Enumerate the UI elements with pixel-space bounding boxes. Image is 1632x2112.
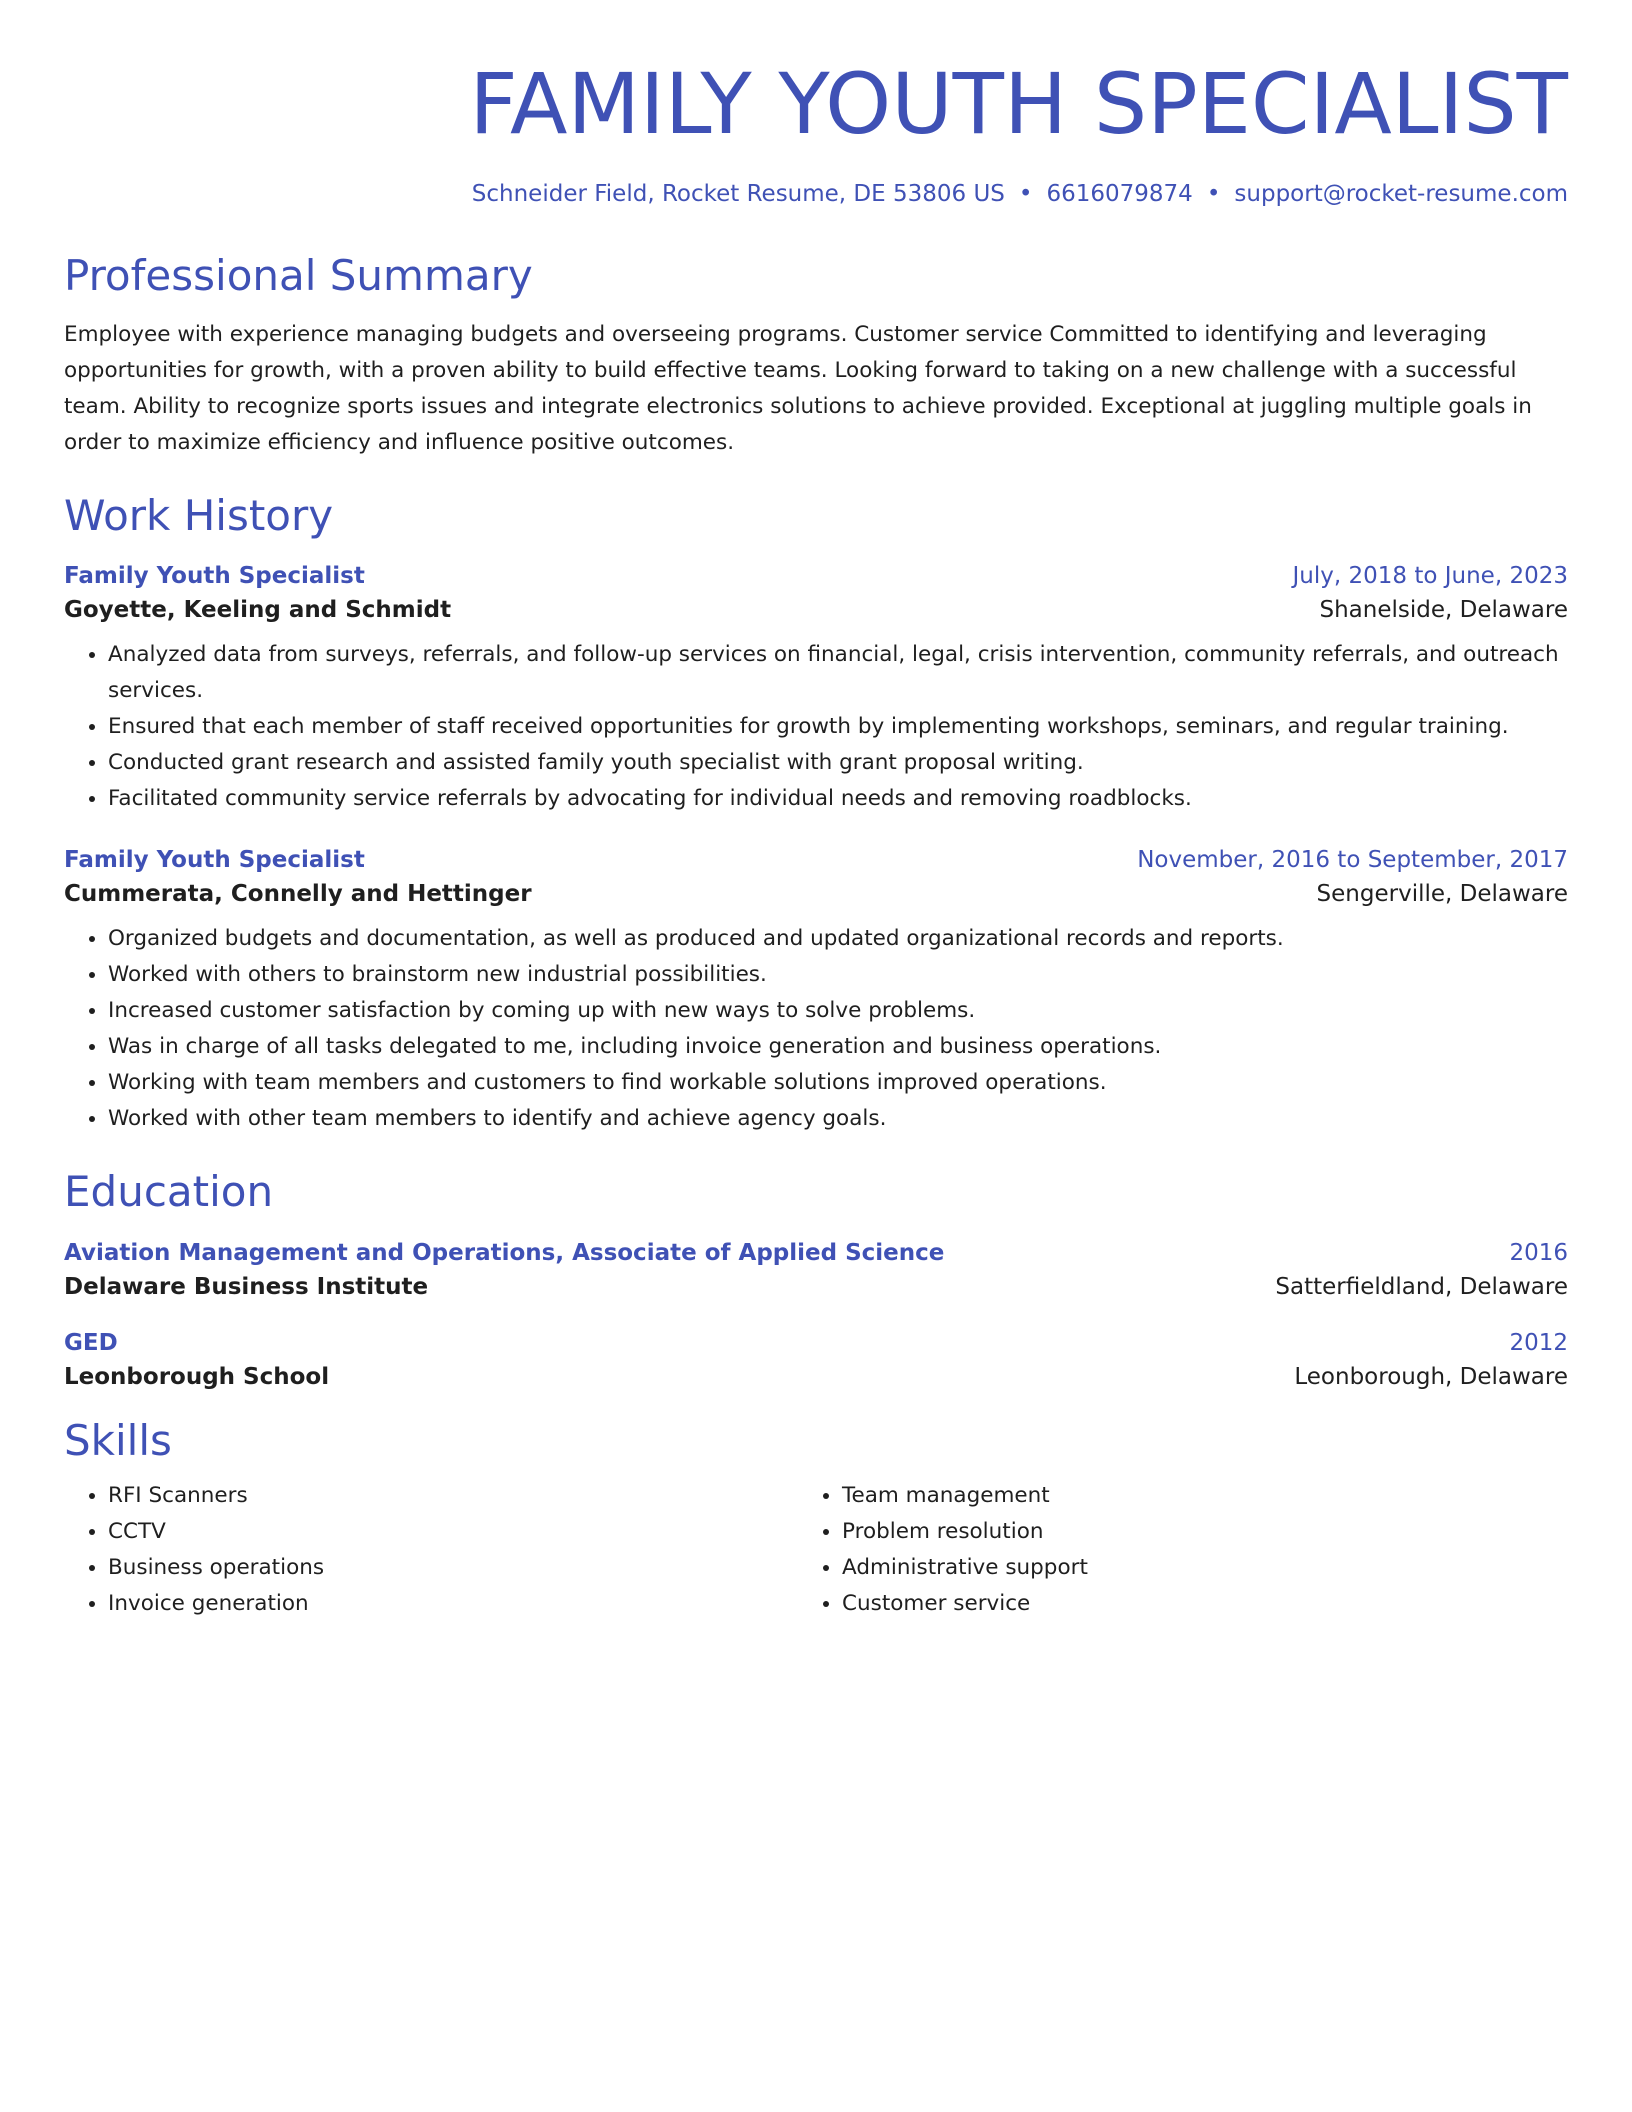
- contact-separator: •: [1018, 180, 1033, 207]
- job-subheader: [64, 881, 1568, 907]
- job-entry: [64, 847, 1568, 1137]
- skills-section: [64, 1416, 1568, 1622]
- skill-item: • CCTV: [108, 1514, 798, 1550]
- education-header: [64, 1240, 1568, 1266]
- contact-separator: •: [1206, 180, 1221, 207]
- skill-item: • RFI Scanners: [108, 1478, 798, 1514]
- education-subheader: [64, 1274, 1568, 1300]
- job-company: Cummerata, Connelly and Hettinger: [64, 881, 532, 908]
- education-entry: [64, 1240, 1568, 1300]
- skill-item: • Invoice generation: [108, 1586, 798, 1622]
- job-title: Family Youth Specialist: [64, 563, 365, 590]
- job-location: Sengerville, Delaware: [1316, 881, 1568, 908]
- job-dates: July, 2018 to June, 2023: [1292, 563, 1568, 590]
- education-entry: [64, 1330, 1568, 1390]
- section-title-summary: Professional Summary: [64, 250, 533, 300]
- education-degree: GED: [64, 1329, 118, 1356]
- contact-line: [64, 181, 1568, 207]
- job-location: Shanelside, Delaware: [1319, 597, 1568, 624]
- education-year: 2012: [1509, 1329, 1568, 1356]
- skill-item: • Problem resolution: [842, 1514, 1532, 1550]
- list-item: • Worked with other team members to identify and achieve agency goals.: [108, 1101, 1568, 1137]
- job-bullets: [64, 637, 1568, 817]
- list-item: • Facilitated community service referrals by advocating for individual needs and removing roadblocks.: [108, 781, 1568, 817]
- job-title: Family Youth Specialist: [64, 847, 365, 874]
- education-header: [64, 1330, 1568, 1356]
- list-item: • Increased customer satisfaction by coming up with new ways to solve problems.: [108, 993, 1568, 1029]
- education-location: Leonborough, Delaware: [1294, 1363, 1568, 1390]
- education-year: 2016: [1509, 1239, 1568, 1266]
- section-title-skills: Skills: [64, 1415, 172, 1465]
- education-section: [64, 1167, 1568, 1389]
- job-entry: [64, 563, 1568, 817]
- education-subheader: [64, 1364, 1568, 1390]
- contact-address: Schneider Field, Rocket Resume, DE 53806 US: [471, 180, 1005, 207]
- summary-section: [64, 251, 1568, 461]
- section-title-work-history: Work History: [64, 490, 334, 540]
- skill-item: • Customer service: [842, 1586, 1532, 1622]
- list-item: • Working with team members and customers to find workable solutions improved operations.: [108, 1065, 1568, 1101]
- contact-email[interactable]: support@rocket-resume.com: [1234, 180, 1568, 207]
- skill-item: • Administrative support: [842, 1550, 1532, 1586]
- skills-list-left: [64, 1478, 798, 1622]
- contact-phone: 6616079874: [1046, 180, 1193, 207]
- skill-item: • Business operations: [108, 1550, 798, 1586]
- skills-columns: [64, 1478, 1568, 1622]
- skill-item: • Team management: [842, 1478, 1532, 1514]
- list-item: • Conducted grant research and assisted family youth specialist with grant proposal writing.: [108, 745, 1568, 781]
- job-subheader: [64, 597, 1568, 623]
- section-title-education: Education: [64, 1167, 274, 1217]
- education-school: Delaware Business Institute: [64, 1273, 429, 1300]
- work-history-section: [64, 491, 1568, 1137]
- list-item: • Worked with others to brainstorm new industrial possibilities.: [108, 957, 1568, 993]
- skills-list-right: [798, 1478, 1532, 1622]
- list-item: • Analyzed data from surveys, referrals, and follow-up services on financial, legal, crisis intervention, community referrals, and outreach services.: [108, 637, 1568, 709]
- education-degree: Aviation Management and Operations, Associate of Applied Science: [64, 1239, 945, 1266]
- job-header: [64, 847, 1568, 873]
- list-item: • Was in charge of all tasks delegated to me, including invoice generation and business operations.: [108, 1029, 1568, 1065]
- education-location: Satterfieldland, Delaware: [1275, 1273, 1568, 1300]
- list-item: • Organized budgets and documentation, as well as produced and updated organizational records and reports.: [108, 921, 1568, 957]
- education-school: Leonborough School: [64, 1363, 330, 1390]
- resume-name: FAMILY YOUTH SPECIALIST: [469, 55, 1568, 153]
- job-dates: November, 2016 to September, 2017: [1137, 847, 1568, 874]
- list-item: • Ensured that each member of staff received opportunities for growth by implementing workshops, seminars, and regular training.: [108, 709, 1568, 745]
- job-header: [64, 563, 1568, 589]
- job-company: Goyette, Keeling and Schmidt: [64, 597, 452, 624]
- job-bullets: [64, 921, 1568, 1137]
- summary-text: Employee with experience managing budgets and overseeing programs. Customer service Committed to identifying and leveraging opportunities for growth, with a proven ability to build effective teams. Looking forward to taking on a new challenge with a successful team. Ability to recognize sports issues and integrate electronics solutions to achieve provided. Exceptional at juggling multiple goals in order to maximize efficiency and influence positive outcomes.: [64, 321, 1532, 455]
